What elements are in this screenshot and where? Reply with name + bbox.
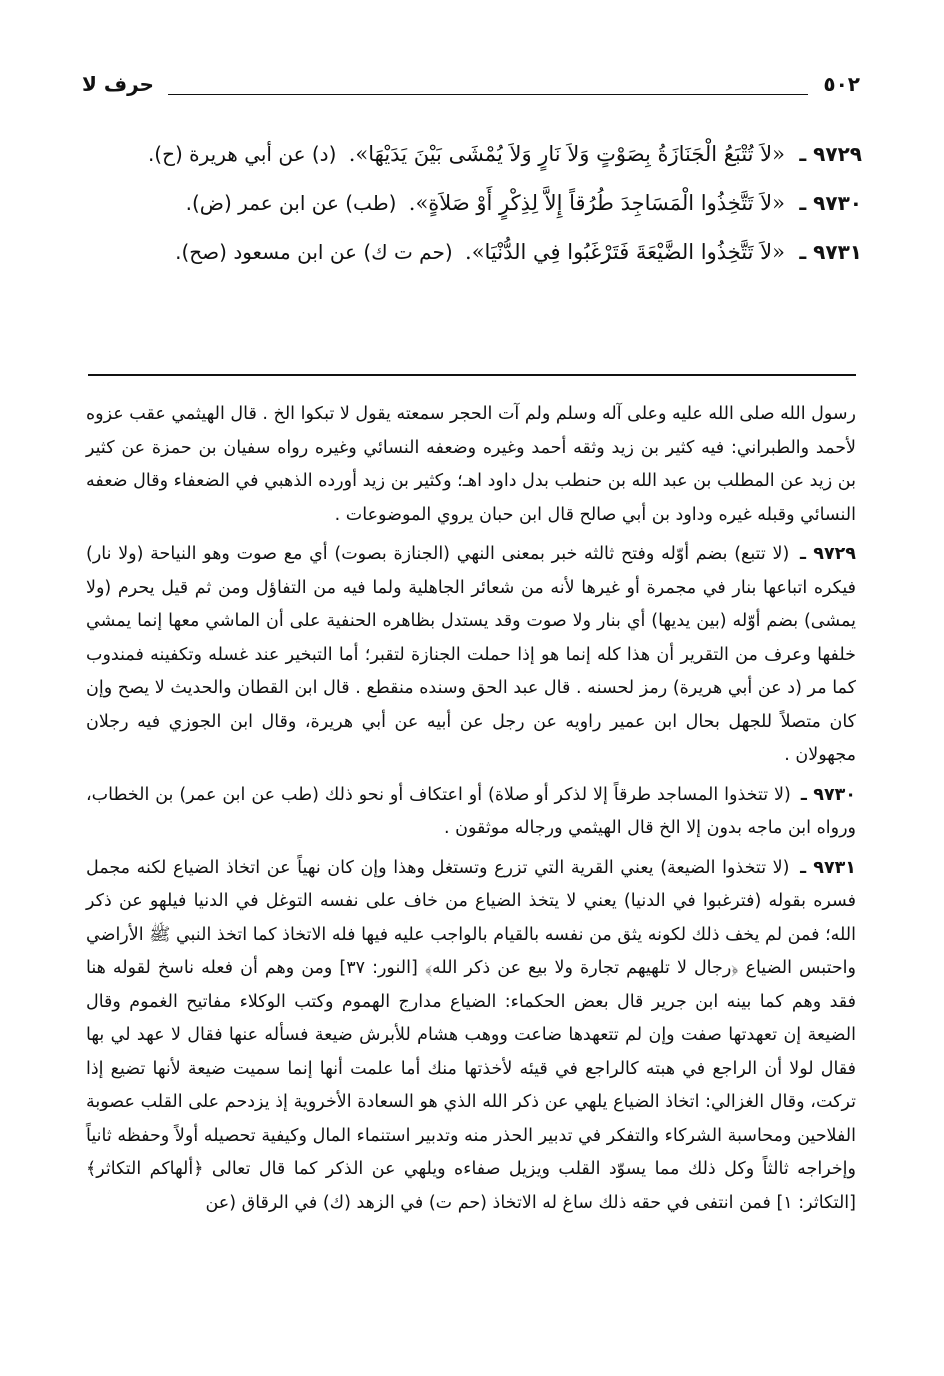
hadith-list [82, 136, 862, 283]
hadith-number: ٩٧٢٩ ـ [799, 142, 862, 166]
commentary-text: (لا تتبع) بضم أوّله وفتح ثالثه خبر بمعنى النهي (الجنازة بصوت) أي مع صوت وهو النياحة (ولا نار) فيكره اتباعها بنار في مجمرة أو غيرها لأنه من شعائر الجاهلية ولما فيه من التفاؤل ومن ثم قيل يحرم (ولا يمشى) بضم أوّله (بين يديها) أي بنار ولا صوت وقد يستدل بظاهره الحنفية على أن الماشي معها إنما يمشي خلفها وعرف من التقرير أن هذا كله إنما هو إذا حملت الجنازة لتقبر؛ أما التبخير عند غسله وتكفينه فمندوب كما مر (د عن أبي هريرة) رمز لحسنه . قال عبد الحق وسنده منقطع . قال ابن القطان والحديث لا يصح وإن كان متصلاً للجهل بحال ابن عمير راويه عن رجل عن أبيه عن أبي هريرة، وقال ابن الجوزي فيه رجلان مجهولان . [86, 544, 856, 765]
hadith-9729 [82, 136, 862, 173]
chapter-title: حرف لا [82, 72, 154, 96]
commentary-text: (لا تتخذوا المساجد طرقاً إلا لذكر أو صلاة) أو اعتكاف أو نحو ذلك (طب عن ابن عمر) بن الخطاب، ورواه ابن ماجه بدون إلا الخ قال الهيثمي ورجاله موثقون . [86, 784, 856, 838]
commentary-number: ٩٧٣٠ ـ [800, 784, 856, 805]
commentary-number: ٩٧٣١ ـ [800, 857, 856, 878]
page-header [82, 72, 860, 106]
hadith-9730 [82, 185, 862, 222]
commentary-number: ٩٧٢٩ ـ [800, 544, 856, 564]
commentary [86, 398, 856, 1226]
footnote-separator [88, 374, 856, 376]
commentary-9730 [86, 779, 856, 846]
commentary-intro: رسول الله صلى الله عليه وعلى آله وسلم ولم آت الحجر سمعته يقول لا تبكوا الخ . قال الهيثمي عقب عزوه لأحمد والطبراني: فيه كثير بن زيد وثقه أحمد وغيره وضعفه النسائي وغيره رواه سفيان بن حمزة عن كثير بن زيد عن المطلب بن عبد الله بن حنطب بدل داود اهـ؛ وكثير بن زيد أورده الذهبي في الضعفاء وقال ضعفه النسائي وقبله غيره وداود بن أبي صالح قال ابن حبان يروي الموضوعات . [86, 404, 856, 525]
hadith-number: ٩٧٣٠ ـ [799, 191, 862, 215]
header-rule [168, 94, 808, 95]
hadith-text: «لاَ تَتَّخِذُوا الْمَسَاجِدَ طُرُقاً إِلاَّ لِذِكْرٍ أَوْ صَلاَةٍ». [408, 191, 785, 215]
hadith-text: «لاَ تُتْبَعُ الْجَنَازَةُ بِصَوْتٍ وَلاَ نَارٍ وَلاَ يُمْشَى بَيْنَ يَدَيْهَا». [348, 142, 785, 166]
hadith-source: (حم ت ك) عن ابن مسعود (صح). [175, 240, 453, 264]
commentary-text: (لا تتخذوا الضيعة) يعني القرية التي تزرع وتستغل وهذا وإن كان نهياً عن اتخاذ الضياع لكنه مجمل فسره بقوله (فترغبوا في الدنيا) يعني لا يتخذ الضياع من خاف على نفسه التوغل في الدنيا فيلهو عن ذكر الله؛ فمن لم يخف ذلك لكونه يثق من نفسه بالقيام بالواجب عليه فيها فله الاتخاذ كما اتخذ النبي ﷺ الأراضي واحتبس الضياع ﴿رجال لا تلهيهم تجارة ولا بيع عن ذكر الله﴾ [النور: ٣٧] ومن وهم أن فعله ناسخ لقوله هنا فقد وهم كما بينه ابن جرير قال بعض الحكماء: الضياع مدارج الهموم وكتب الوكلاء مفاتيح الغموم وقال الضيعة إن تعهدتها صفت وإن لم تتعهدها ضاعت ووهب هشام للأبرش ضيعة فسأله عنها فقال لا عهد لي بها فقال لولا أن الراجع في هبته كالراجع في قيئه لأخذتها منك أما علمت أنها إنما سميت ضيعة لأنها تضيع إذا تركت، وقال الغزالي: اتخاذ الضياع يلهي عن ذكر الله الذي هو السعادة الأخروية إذ يزدحم على القلب عصوبة الفلاحين ومحاسبة الشركاء والتفكر في تدبير الحذر منه وتدبير استنماء المال وكيفية تحصيله أولاً وحفظه ثانياً وإخراجه ثالثاً وكل ذلك مما يسوّد القلب ويزيل صفاءه ويلهي عن الذكر كما قال تعالى ﴿ألهاكم التكاثر﴾ [التكاثر: ١] فمن انتفى في حقه ذلك ساغ له الاتخاذ (حم ت) في الزهد (ك) في الرقاق (عن [86, 857, 856, 1213]
hadith-9731 [82, 234, 862, 271]
hadith-text: «لاَ تَتَّخِذُوا الضَّيْعَةَ فَتَرْغَبُوا فِي الدُّنْيَا». [465, 240, 785, 264]
hadith-number: ٩٧٣١ ـ [799, 240, 862, 264]
page-number: ٥٠٢ [823, 72, 860, 96]
hadith-source: (طب) عن ابن عمر (ض). [185, 191, 397, 215]
hadith-source: (د) عن أبي هريرة (ح). [147, 142, 337, 166]
commentary-9731 [86, 852, 856, 1221]
commentary-9729 [86, 538, 856, 773]
